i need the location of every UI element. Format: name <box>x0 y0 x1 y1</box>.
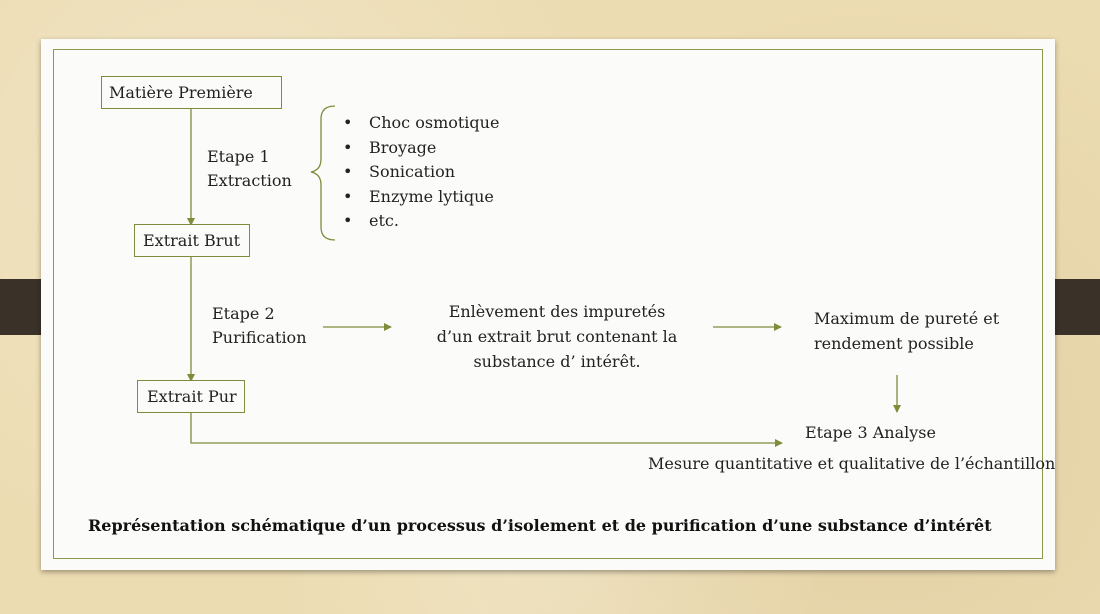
slide <box>41 39 1055 570</box>
purity-goal-line-2: rendement possible <box>814 334 974 353</box>
arrow-pure-to-analysis <box>191 413 782 443</box>
purification-line-2: d’un extrait brut contenant la <box>436 327 678 346</box>
list-item: • etc. <box>341 209 499 234</box>
purification-description <box>423 299 691 374</box>
step2-label <box>212 302 307 350</box>
node-pure-extract: Extrait Pur <box>137 380 245 413</box>
purification-line-3: substance d’ intérêt. <box>473 352 641 371</box>
diagram-caption: Représentation schématique d’un processus d’isolement et de purification d’une substance d’intérêt <box>88 516 992 535</box>
node-raw-material: Matière Première <box>101 76 282 109</box>
purification-line-1: Enlèvement des impuretés <box>448 302 666 321</box>
step3-label: Etape 3 Analyse <box>805 423 936 442</box>
step2-name: Purification <box>212 328 307 347</box>
node-crude-extract: Extrait Brut <box>134 224 250 257</box>
step1-number: Etape 1 <box>207 147 270 166</box>
list-item: • Choc osmotique <box>341 111 499 136</box>
brace-extraction-methods <box>311 106 335 240</box>
list-item: • Broyage <box>341 136 499 161</box>
step1-label <box>207 145 292 193</box>
purity-goal-line-1: Maximum de pureté et <box>814 309 1000 328</box>
list-item: • Sonication <box>341 160 499 185</box>
list-item: • Enzyme lytique <box>341 185 499 210</box>
analysis-description: Mesure quantitative et qualitative de l’échantillon <box>648 454 1056 473</box>
purity-goal <box>814 306 999 356</box>
step1-name: Extraction <box>207 171 292 190</box>
step2-number: Etape 2 <box>212 304 275 323</box>
extraction-methods-list <box>341 111 499 234</box>
